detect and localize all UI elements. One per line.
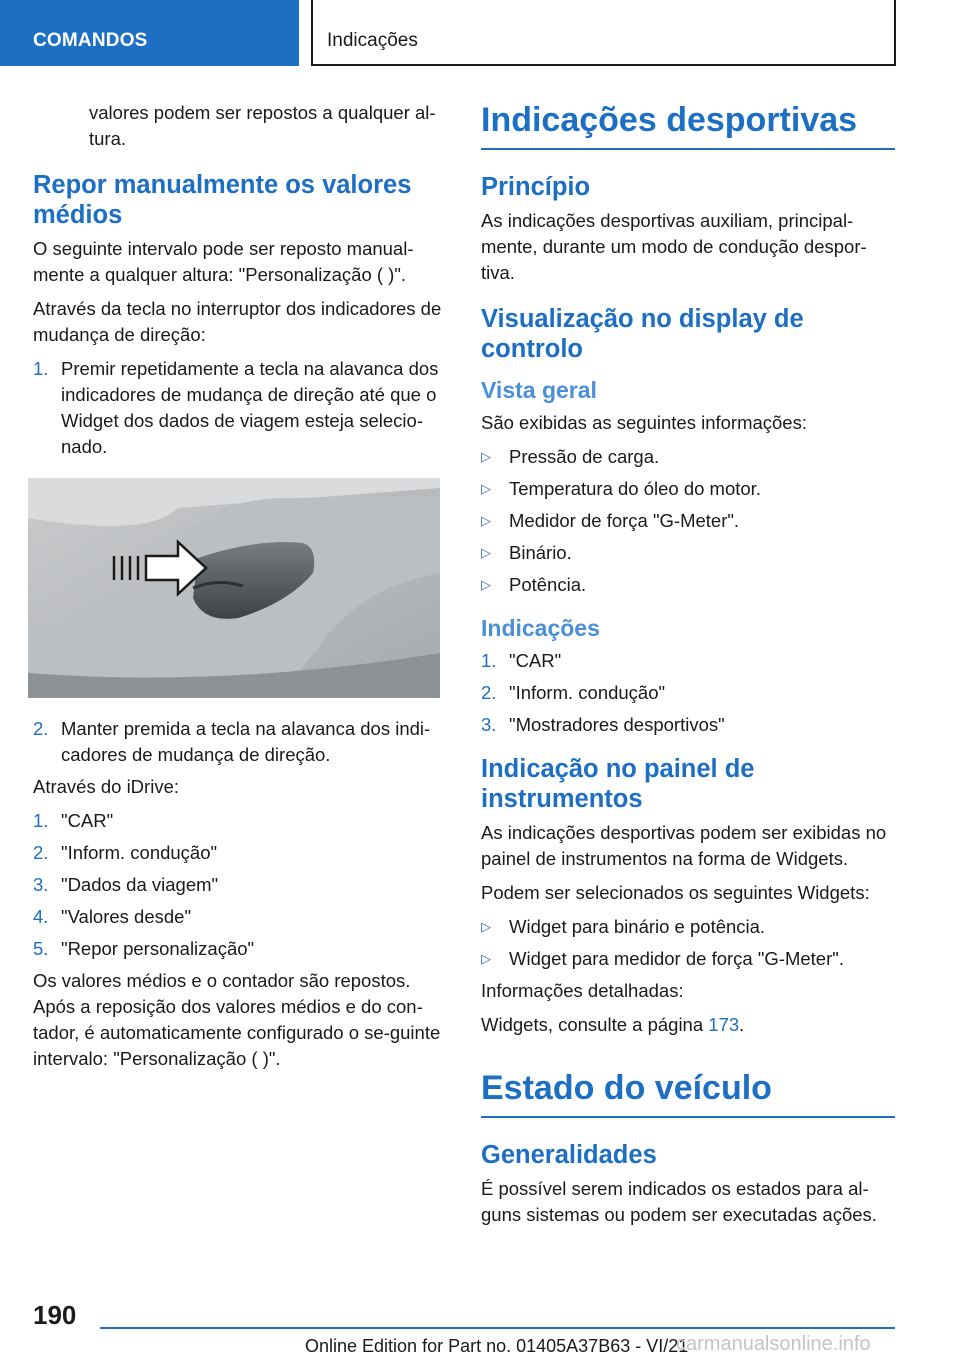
step-text: "Valores desde"	[61, 906, 192, 927]
list-item	[481, 540, 895, 566]
chapter-label: COMANDOS	[33, 30, 148, 51]
widgets-ref-prefix: Widgets, consulte a página	[481, 1014, 709, 1035]
idrive-intro: Através do iDrive:	[33, 776, 179, 797]
step-number: 1.	[33, 810, 49, 831]
step-number: 3.	[481, 714, 497, 735]
step-number: 1.	[33, 358, 49, 379]
list-item	[33, 840, 445, 866]
step-text: Manter premida a tecla na alavanca dos indi-cadores de mudança de direção.	[61, 718, 431, 765]
bullet-text: Widget para medidor de força "G-Meter".	[509, 948, 844, 969]
bullet-text: Temperatura do óleo do motor.	[509, 478, 761, 499]
list-item	[33, 904, 445, 930]
general-paragraph: É possível serem indicados os estados para al-guns sistemas ou podem ser executadas ações.	[481, 1178, 877, 1225]
list-item	[481, 946, 895, 972]
step-text: "Repor personalização"	[61, 938, 255, 959]
list-item	[481, 444, 895, 470]
bullet-text: Potência.	[509, 574, 587, 595]
cluster-paragraph-1: As indicações desportivas podem ser exibidas no painel de instrumentos na forma de Widgets.	[481, 822, 887, 869]
heading-principle: Princípio	[481, 173, 591, 201]
widgets-reference	[481, 1012, 895, 1038]
triangle-bullet-icon: ▷	[481, 951, 491, 966]
list-item	[481, 476, 895, 502]
chapter-tab	[0, 0, 299, 66]
heading-control-display: Visualização no display de controlo	[481, 305, 804, 363]
section-header	[311, 0, 896, 66]
step-text: "CAR"	[61, 810, 114, 831]
triangle-bullet-icon: ▷	[481, 577, 491, 592]
heading-overview: Vista geral	[481, 377, 597, 403]
reset-paragraph-2: Através da tecla no interruptor dos indicadores de mudança de direção:	[33, 298, 442, 345]
edition-text: Online Edition for Part no. 01405A37B63 - VI/21	[305, 1336, 689, 1356]
bullet-text: Binário.	[509, 542, 572, 563]
cluster-paragraph-2: Podem ser selecionados os seguintes Widgets:	[481, 882, 870, 903]
triangle-bullet-icon: ▷	[481, 449, 491, 464]
list-item	[481, 680, 895, 706]
step-text: "Inform. condução"	[61, 842, 218, 863]
list-item	[481, 648, 895, 674]
intro-text: valores podem ser repostos a qualquer al-tura.	[89, 102, 436, 149]
turn-signal-lever-image	[28, 478, 440, 698]
list-item	[481, 712, 895, 738]
overview-paragraph: São exibidas as seguintes informações:	[481, 412, 807, 433]
step-number: 2.	[33, 718, 49, 739]
heading-instrument-cluster: Indicação no painel de instrumentos	[481, 755, 755, 813]
step-number: 1.	[481, 650, 497, 671]
footer-divider	[100, 1327, 895, 1329]
triangle-bullet-icon: ▷	[481, 481, 491, 496]
heading-indications: Indicações	[481, 615, 600, 641]
list-item	[33, 872, 445, 898]
step-number: 2.	[481, 682, 497, 703]
watermark: carmanualsonline.info	[676, 1333, 871, 1355]
heading-sport-displays: Indicações desportivas	[481, 100, 895, 150]
list-item	[33, 808, 445, 834]
list-item	[481, 508, 895, 534]
step-text: "CAR"	[509, 650, 562, 671]
triangle-bullet-icon: ▷	[481, 545, 491, 560]
reset-paragraph-1: O seguinte intervalo pode ser reposto manual-mente a qualquer altura: "Personalização ( )".	[33, 238, 414, 285]
page-link[interactable]: 173	[708, 1014, 740, 1035]
step-text: "Dados da viagem"	[61, 874, 219, 895]
bullet-text: Widget para binário e potência.	[509, 916, 766, 937]
step-number: 5.	[33, 938, 49, 959]
step-text: Premir repetidamente a tecla na alavanca dos indicadores de mudança de direção até que o Widget dos dados de viagem esteja selecio-nado.	[61, 358, 439, 457]
widgets-ref-suffix: .	[739, 1014, 745, 1035]
principle-paragraph: As indicações desportivas auxiliam, principal-mente, durante um modo de condução despor-tiva.	[481, 210, 867, 283]
heading-reset-averages: Repor manualmente os valores médios	[33, 171, 412, 229]
step-number: 3.	[33, 874, 49, 895]
list-item	[481, 914, 895, 940]
list-item	[33, 356, 445, 460]
step-number: 4.	[33, 906, 49, 927]
heading-vehicle-status: Estado do veículo	[481, 1068, 895, 1118]
reset-result-paragraph: Os valores médios e o contador são repostos. Após a reposição dos valores médios e do con-tador, é automaticamente configurado o se-guinte intervalo: "Personalização ( )".	[33, 970, 441, 1069]
list-item	[33, 936, 445, 962]
left-column	[33, 100, 445, 1080]
bullet-text: Pressão de carga.	[509, 446, 660, 467]
right-column	[481, 100, 895, 1236]
step-number: 2.	[33, 842, 49, 863]
heading-general: Generalidades	[481, 1141, 657, 1169]
bullet-text: Medidor de força "G-Meter".	[509, 510, 740, 531]
page-number: 190	[33, 1300, 77, 1330]
section-label: Indicações	[327, 30, 418, 51]
step-text: "Mostradores desportivos"	[509, 714, 725, 735]
list-item	[33, 716, 445, 768]
details-label: Informações detalhadas:	[481, 980, 684, 1001]
triangle-bullet-icon: ▷	[481, 513, 491, 528]
step-text: "Inform. condução"	[509, 682, 666, 703]
list-item	[481, 572, 895, 598]
triangle-bullet-icon: ▷	[481, 919, 491, 934]
